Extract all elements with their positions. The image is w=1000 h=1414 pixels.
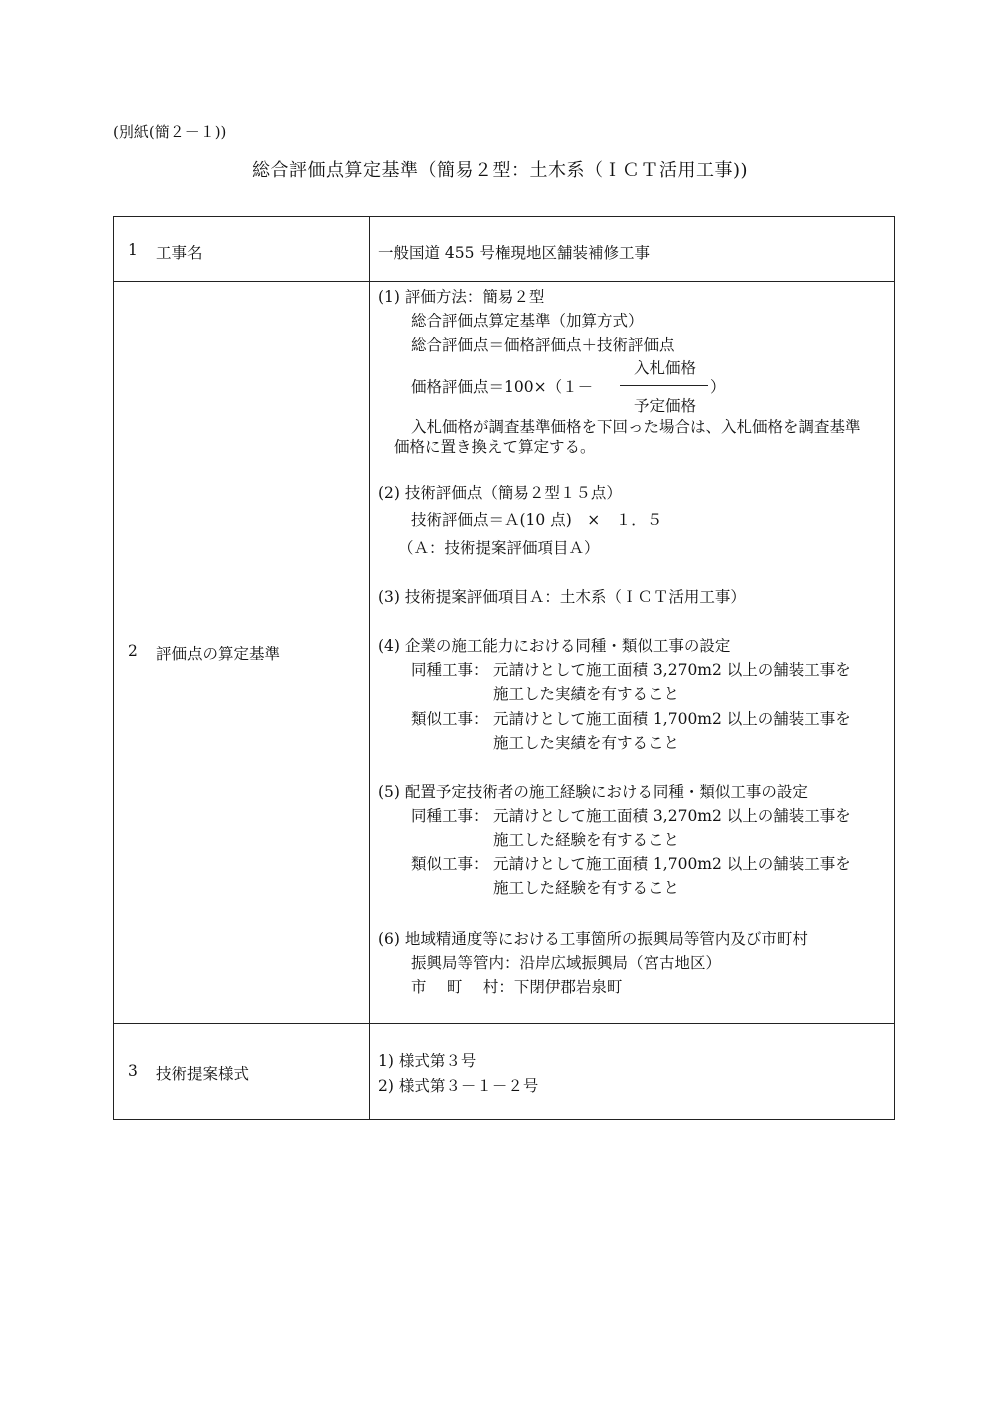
row-number: 1 xyxy=(128,241,138,259)
row-title: 技術提案様式 xyxy=(156,1065,250,1083)
criteria-line: 元請けとして施工面積 1,700m2 以上の舗装工事を xyxy=(493,855,851,873)
criteria-line: 施工した実績を有すること xyxy=(493,685,680,703)
proposal-form-item: 2) 様式第３－１－２号 xyxy=(378,1077,539,1095)
section-6-heading: (6) 地域精通度等における工事箇所の振興局等管内及び市町村 xyxy=(378,930,808,948)
criteria-line: 振興局等管内：沿岸広域振興局（宮古地区） xyxy=(411,954,722,972)
criteria-line: 技術評価点＝Ａ(10 点) × １．５ xyxy=(411,511,663,529)
row-1-label xyxy=(128,241,203,263)
section-3-heading: (3) 技術提案評価項目Ａ：土木系（ＩＣＴ活用工事） xyxy=(378,588,746,606)
criteria-line: （Ａ：技術提案評価項目Ａ） xyxy=(398,539,600,557)
section-1-heading: (1) 評価方法：簡易２型 xyxy=(378,288,545,306)
similar-work-label: 類似工事： xyxy=(411,855,489,873)
project-name: 一般国道 455 号権現地区舗装補修工事 xyxy=(378,244,650,262)
criteria-line: 施工した実績を有すること xyxy=(493,734,680,752)
criteria-line: 市 町 村：下閉伊郡岩泉町 xyxy=(411,978,623,996)
criteria-line: 入札価格が調査基準価格を下回った場合は、入札価格を調査基準 xyxy=(411,418,861,436)
section-4-heading: (4) 企業の施工能力における同種・類似工事の設定 xyxy=(378,637,731,655)
fraction-bar xyxy=(620,385,708,386)
formula-denominator: 予定価格 xyxy=(633,397,696,415)
criteria-line: 総合評価点算定基準（加算方式） xyxy=(411,312,644,330)
criteria-line: 元請けとして施工面積 1,700m2 以上の舗装工事を xyxy=(493,710,851,728)
evaluation-criteria xyxy=(378,285,888,1015)
row-divider xyxy=(114,281,894,282)
same-work-label: 同種工事： xyxy=(411,807,489,825)
criteria-table xyxy=(113,216,895,1120)
criteria-line: 施工した経験を有すること xyxy=(493,831,680,849)
same-work-label: 同種工事： xyxy=(411,661,489,679)
formula-numerator: 入札価格 xyxy=(633,359,696,377)
criteria-line: 総合評価点＝価格評価点＋技術評価点 xyxy=(411,336,675,354)
column-divider xyxy=(369,217,370,1119)
row-title: 評価点の算定基準 xyxy=(156,645,281,663)
document-title: 総合評価点算定基準（簡易２型：土木系（ＩＣＴ活用工事)) xyxy=(251,160,749,181)
similar-work-label: 類似工事： xyxy=(411,710,489,728)
row-divider xyxy=(114,1023,894,1024)
formula-suffix: ） xyxy=(710,378,726,396)
row-number: 3 xyxy=(128,1062,138,1080)
criteria-line: 施工した経験を有すること xyxy=(493,879,680,897)
row-2-label xyxy=(128,642,280,664)
attachment-label: (別紙(簡２－１)) xyxy=(113,123,227,141)
price-formula: 価格評価点＝100×（１－ xyxy=(411,378,594,396)
proposal-form-item: 1) 様式第３号 xyxy=(378,1052,477,1070)
row-number: 2 xyxy=(128,642,138,660)
row-3-label xyxy=(128,1062,249,1084)
row-title: 工事名 xyxy=(156,244,203,262)
criteria-line: 価格に置き換えて算定する。 xyxy=(394,438,596,456)
criteria-line: 元請けとして施工面積 3,270m2 以上の舗装工事を xyxy=(493,661,851,679)
section-2-heading: (2) 技術評価点（簡易２型１５点） xyxy=(378,484,622,502)
criteria-line: 元請けとして施工面積 3,270m2 以上の舗装工事を xyxy=(493,807,851,825)
section-5-heading: (5) 配置予定技術者の施工経験における同種・類似工事の設定 xyxy=(378,783,808,801)
